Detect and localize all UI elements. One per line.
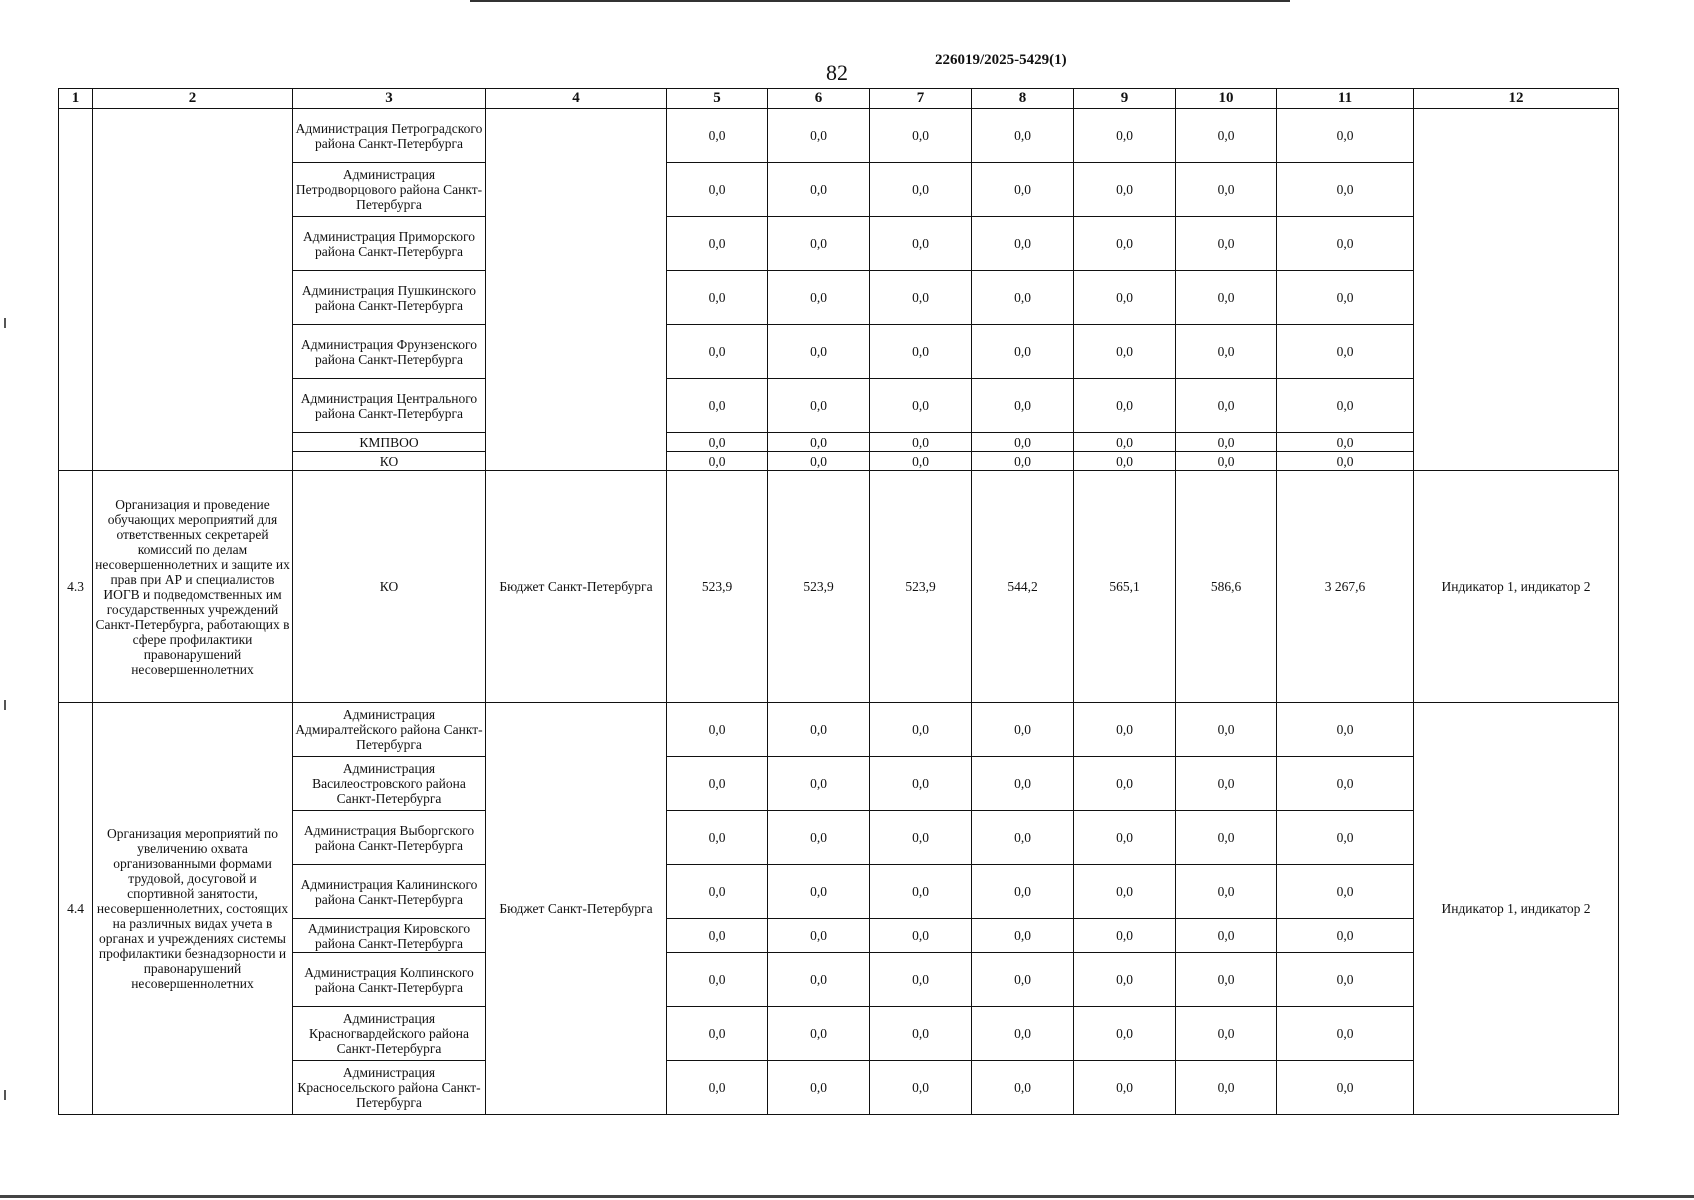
executor-cell: Администрация Василеостровского района Санкт-Петербурга: [293, 757, 486, 811]
value-cell: 0,0: [870, 757, 972, 811]
value-cell: 565,1: [1074, 471, 1176, 703]
value-cell: 0,0: [768, 109, 870, 163]
value-cell: 0,0: [1277, 811, 1414, 865]
table-row: [59, 1061, 1619, 1115]
value-cell: 0,0: [667, 919, 768, 953]
value-cell: 0,0: [1176, 452, 1277, 471]
column-header: 4: [486, 89, 667, 109]
value-cell: 0,0: [1074, 109, 1176, 163]
value-cell: 0,0: [870, 433, 972, 452]
value-cell: 0,0: [972, 811, 1074, 865]
table-row: [59, 919, 1619, 953]
document-number: 226019/2025-5429(1): [935, 52, 1067, 68]
value-cell: 0,0: [768, 953, 870, 1007]
value-cell: 0,0: [870, 163, 972, 217]
value-cell: 0,0: [768, 1007, 870, 1061]
value-cell: 0,0: [667, 1061, 768, 1115]
value-cell: 523,9: [768, 471, 870, 703]
value-cell: 0,0: [1277, 703, 1414, 757]
value-cell: 523,9: [667, 471, 768, 703]
value-cell: 0,0: [870, 271, 972, 325]
value-cell: 0,0: [972, 1007, 1074, 1061]
executor-cell: Администрация Приморского района Санкт-Петербурга: [293, 217, 486, 271]
value-cell: 0,0: [768, 433, 870, 452]
executor-cell: КМПВОО: [293, 433, 486, 452]
value-cell: 3 267,6: [1277, 471, 1414, 703]
value-cell: 0,0: [1176, 1007, 1277, 1061]
activity-description-cell: [93, 109, 293, 471]
executor-cell: Администрация Петродворцового района Санкт-Петербурга: [293, 163, 486, 217]
column-header: 3: [293, 89, 486, 109]
column-header: 8: [972, 89, 1074, 109]
value-cell: 0,0: [667, 811, 768, 865]
value-cell: 0,0: [870, 325, 972, 379]
table-row: [59, 865, 1619, 919]
budget-table: [58, 88, 1619, 1115]
value-cell: 0,0: [1277, 163, 1414, 217]
column-header: 10: [1176, 89, 1277, 109]
value-cell: 0,0: [768, 379, 870, 433]
value-cell: 0,0: [1176, 811, 1277, 865]
value-cell: 0,0: [870, 379, 972, 433]
value-cell: 0,0: [1074, 811, 1176, 865]
table-body: [59, 89, 1619, 1115]
value-cell: 0,0: [768, 325, 870, 379]
value-cell: 0,0: [1176, 109, 1277, 163]
value-cell: 0,0: [1277, 757, 1414, 811]
value-cell: 0,0: [972, 865, 1074, 919]
value-cell: 0,0: [972, 433, 1074, 452]
value-cell: 0,0: [768, 703, 870, 757]
column-number-row: [59, 89, 1619, 109]
value-cell: 0,0: [1074, 163, 1176, 217]
value-cell: 523,9: [870, 471, 972, 703]
value-cell: 0,0: [1074, 703, 1176, 757]
executor-cell: Администрация Петроградского района Санкт-Петербурга: [293, 109, 486, 163]
value-cell: 0,0: [1176, 271, 1277, 325]
value-cell: 0,0: [768, 271, 870, 325]
value-cell: 0,0: [1074, 919, 1176, 953]
indicator-cell: Индикатор 1, индикатор 2: [1414, 471, 1619, 703]
value-cell: 0,0: [1277, 865, 1414, 919]
value-cell: 0,0: [1176, 325, 1277, 379]
value-cell: 0,0: [870, 953, 972, 1007]
value-cell: 0,0: [972, 452, 1074, 471]
funding-source-cell: Бюджет Санкт-Петербурга: [486, 471, 667, 703]
value-cell: 0,0: [768, 757, 870, 811]
column-header: 11: [1277, 89, 1414, 109]
value-cell: 0,0: [1074, 953, 1176, 1007]
value-cell: 0,0: [870, 865, 972, 919]
value-cell: 0,0: [1277, 1007, 1414, 1061]
value-cell: 0,0: [870, 1007, 972, 1061]
page-number: 82: [826, 60, 848, 85]
column-header: 12: [1414, 89, 1619, 109]
value-cell: 0,0: [1074, 325, 1176, 379]
funding-source-cell: [486, 109, 667, 471]
column-header: 7: [870, 89, 972, 109]
value-cell: 0,0: [1074, 452, 1176, 471]
executor-cell: Администрация Кировского района Санкт-Петербурга: [293, 919, 486, 953]
value-cell: 0,0: [1074, 865, 1176, 919]
value-cell: 0,0: [1277, 953, 1414, 1007]
bottom-border-line: [0, 1195, 1694, 1198]
value-cell: 0,0: [1277, 1061, 1414, 1115]
value-cell: 0,0: [1176, 217, 1277, 271]
value-cell: 0,0: [972, 109, 1074, 163]
value-cell: 0,0: [768, 163, 870, 217]
value-cell: 586,6: [1176, 471, 1277, 703]
value-cell: 0,0: [667, 452, 768, 471]
table-row: [59, 109, 1619, 163]
executor-cell: Администрация Колпинского района Санкт-Петербурга: [293, 953, 486, 1007]
executor-cell: КО: [293, 471, 486, 703]
column-header: 6: [768, 89, 870, 109]
value-cell: 0,0: [972, 163, 1074, 217]
value-cell: 0,0: [1277, 452, 1414, 471]
value-cell: 0,0: [1277, 109, 1414, 163]
executor-cell: Администрация Центрального района Санкт-Петербурга: [293, 379, 486, 433]
value-cell: 0,0: [870, 919, 972, 953]
row-number-cell: 4.3: [59, 471, 93, 703]
value-cell: 0,0: [1074, 217, 1176, 271]
value-cell: 0,0: [768, 811, 870, 865]
executor-cell: Администрация Выборгского района Санкт-Петербурга: [293, 811, 486, 865]
value-cell: 0,0: [1074, 379, 1176, 433]
value-cell: 0,0: [972, 757, 1074, 811]
value-cell: 0,0: [972, 703, 1074, 757]
activity-description-cell: Организация и проведение обучающих мероприятий для ответственных секретарей комиссий по делам несовершеннолетних и защите их прав при АР и специалистов ИОГВ и подведомственных им государственных учреждений Санкт-Петербурга, работающих в сфере профилактики правонарушений несовершеннолетних: [93, 471, 293, 703]
table-row: [59, 757, 1619, 811]
margin-tick: [4, 1090, 6, 1100]
value-cell: 0,0: [667, 433, 768, 452]
column-header: 2: [93, 89, 293, 109]
value-cell: 0,0: [972, 271, 1074, 325]
value-cell: 0,0: [667, 163, 768, 217]
table-row: [59, 811, 1619, 865]
value-cell: 0,0: [667, 953, 768, 1007]
value-cell: 0,0: [667, 1007, 768, 1061]
executor-cell: Администрация Фрунзенского района Санкт-Петербурга: [293, 325, 486, 379]
row-number-cell: [59, 109, 93, 471]
table-row: [59, 433, 1619, 452]
value-cell: 0,0: [972, 325, 1074, 379]
value-cell: 0,0: [870, 1061, 972, 1115]
value-cell: 0,0: [1074, 757, 1176, 811]
table-row: [59, 1007, 1619, 1061]
value-cell: 0,0: [1176, 379, 1277, 433]
value-cell: 0,0: [1277, 271, 1414, 325]
margin-tick: [4, 318, 6, 328]
value-cell: 0,0: [768, 1061, 870, 1115]
value-cell: 0,0: [1277, 919, 1414, 953]
value-cell: 0,0: [667, 757, 768, 811]
value-cell: 0,0: [768, 865, 870, 919]
row-number-cell: 4.4: [59, 703, 93, 1115]
executor-cell: Администрация Пушкинского района Санкт-Петербурга: [293, 271, 486, 325]
value-cell: 0,0: [870, 452, 972, 471]
value-cell: 0,0: [1176, 919, 1277, 953]
value-cell: 0,0: [972, 1061, 1074, 1115]
indicator-cell: [1414, 109, 1619, 471]
value-cell: 0,0: [972, 919, 1074, 953]
activity-description-cell: Организация мероприятий по увеличению охвата организованными формами трудовой, досуговой и спортивной занятости, несовершеннолетних, состоящих на различных видах учета в органах и учреждениях системы профилактики безнадзорности и правонарушений несовершеннолетних: [93, 703, 293, 1115]
value-cell: 0,0: [1074, 271, 1176, 325]
table-row: [59, 163, 1619, 217]
value-cell: 0,0: [1176, 865, 1277, 919]
value-cell: 0,0: [768, 217, 870, 271]
executor-cell: Администрация Калининского района Санкт-Петербурга: [293, 865, 486, 919]
value-cell: 0,0: [667, 217, 768, 271]
value-cell: 0,0: [667, 271, 768, 325]
value-cell: 0,0: [870, 811, 972, 865]
table-row: [59, 217, 1619, 271]
funding-source-cell: Бюджет Санкт-Петербурга: [486, 703, 667, 1115]
value-cell: 0,0: [1277, 433, 1414, 452]
value-cell: 0,0: [1176, 433, 1277, 452]
value-cell: 0,0: [1176, 163, 1277, 217]
top-border-line: [470, 0, 1290, 2]
margin-tick: [4, 700, 6, 710]
column-header: 1: [59, 89, 93, 109]
table-row: [59, 452, 1619, 471]
indicator-cell: Индикатор 1, индикатор 2: [1414, 703, 1619, 1115]
value-cell: 0,0: [1277, 325, 1414, 379]
value-cell: 0,0: [1176, 757, 1277, 811]
value-cell: 0,0: [1176, 953, 1277, 1007]
executor-cell: Администрация Красногвардейского района Санкт-Петербурга: [293, 1007, 486, 1061]
value-cell: 0,0: [667, 325, 768, 379]
table-row: [59, 271, 1619, 325]
value-cell: 0,0: [1277, 217, 1414, 271]
value-cell: 0,0: [870, 217, 972, 271]
value-cell: 0,0: [972, 379, 1074, 433]
value-cell: 0,0: [768, 919, 870, 953]
value-cell: 0,0: [667, 703, 768, 757]
value-cell: 0,0: [1277, 379, 1414, 433]
executor-cell: Администрация Адмиралтейского района Санкт-Петербурга: [293, 703, 486, 757]
table-row: [59, 325, 1619, 379]
value-cell: 544,2: [972, 471, 1074, 703]
value-cell: 0,0: [870, 109, 972, 163]
value-cell: 0,0: [1074, 1007, 1176, 1061]
column-header: 5: [667, 89, 768, 109]
value-cell: 0,0: [667, 865, 768, 919]
value-cell: 0,0: [1176, 1061, 1277, 1115]
value-cell: 0,0: [667, 109, 768, 163]
table-row: [59, 471, 1619, 703]
table-row: [59, 703, 1619, 757]
value-cell: 0,0: [768, 452, 870, 471]
value-cell: 0,0: [667, 379, 768, 433]
value-cell: 0,0: [1074, 1061, 1176, 1115]
value-cell: 0,0: [972, 953, 1074, 1007]
executor-cell: Администрация Красносельского района Санкт-Петербурга: [293, 1061, 486, 1115]
column-header: 9: [1074, 89, 1176, 109]
executor-cell: КО: [293, 452, 486, 471]
table-row: [59, 379, 1619, 433]
value-cell: 0,0: [1176, 703, 1277, 757]
table-row: [59, 953, 1619, 1007]
value-cell: 0,0: [972, 217, 1074, 271]
value-cell: 0,0: [870, 703, 972, 757]
value-cell: 0,0: [1074, 433, 1176, 452]
